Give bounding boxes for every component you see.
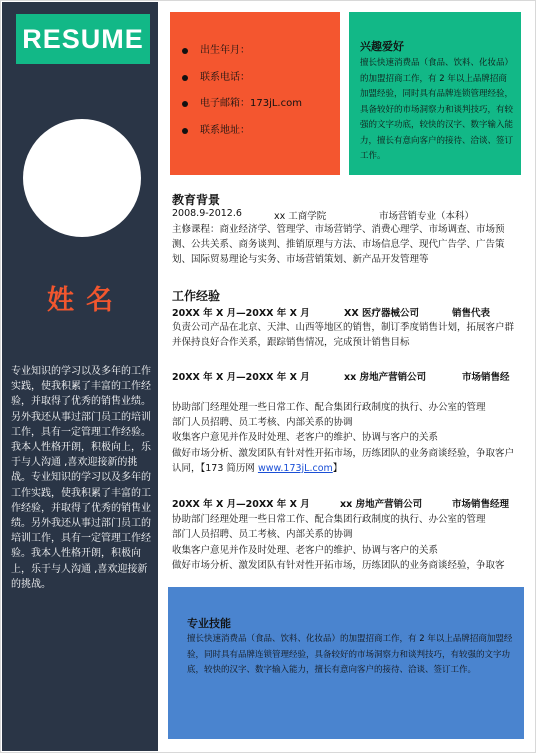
address-item: 联系地址： (180, 124, 302, 151)
job-period: 20XX 年 X 月—20XX 年 X 月 (172, 372, 310, 383)
education-title: 教育背景 (172, 193, 221, 207)
email-item: 电子邮箱：173jL.com (180, 97, 302, 124)
hobby-title: 兴趣爱好 (360, 40, 404, 53)
job-line: 协助部门经理处理一些日常工作、配合集团行政制度的执行、办公室的管理 (172, 402, 486, 413)
experience-title: 工作经验 (172, 289, 221, 303)
job-header (172, 305, 524, 319)
skills-text: 擅长快速消费品（食品、饮料、化妆品）的加盟招商工作，有 2 年以上品牌招商加盟经验，同时具有品牌连锁管理经验，具备较好的市场洞察力和谈判技巧，有较强的文字功底，较快的汉字、数字输入能力，擅长有意向客户的接待、洽谈、签订工作。 (187, 634, 513, 675)
hobby-box (349, 12, 521, 175)
birth-date-item: 出生年月： (180, 44, 302, 71)
sidebar (2, 2, 158, 751)
contact-box (170, 12, 340, 175)
job-period: 20XX 年 X 月—20XX 年 X 月 (172, 308, 310, 319)
avatar (23, 119, 141, 237)
job-line: 部门人员招聘、员工考核、内部关系的协调 (172, 529, 353, 540)
person-name: 姓名 (47, 285, 125, 316)
job-header (172, 496, 524, 510)
job-company: xx 房地产营销公司 (340, 499, 423, 510)
job-description: 负责公司产品在北京、天津、山西等地区的销售，制订季度销售计划，拓展客户群并保持良好合作关系，跟踪销售情况，完成预计销售目标 (172, 322, 515, 348)
job-company: xx 房地产营销公司 (344, 372, 427, 383)
job-line-with-link (172, 446, 522, 476)
education-major: 市场营销专业（本科） (379, 211, 475, 222)
contact-list (180, 44, 302, 150)
skills-box (168, 587, 524, 739)
resume-badge: RESUME (16, 14, 150, 64)
self-introduction: 专业知识的学习以及多年的工作实践，使我积累了丰富的工作经验，并取得了优秀的销售业绩。另外我还从事过部门员工的培训工作，具有一定管理工作经验。我本人性格开朗，积极向上，乐于与人沟通 ,喜欢迎接新的挑战。专业知识的学习以及多年的工作实践，使我积累了丰富的工作经验，并取得了优秀的销售业绩。另外我还从事过部门员工的培训工作，具有一定管理工作经验。我本人性格开朗，积极向上，乐于与人沟通 ,喜欢迎接新的挑战。 (11, 366, 151, 590)
job-line-text: 做好市场分析、激发团队有针对性开拓市场，历练团队的业务商谈经验，争取客户认同，【173 简历网 (172, 448, 515, 474)
education-period: 2008.9-2012.6 (172, 208, 242, 219)
website-link[interactable]: www.173jL.com (257, 463, 333, 474)
job-line: 收集客户意见并作及时处理、老客户的维护、协调与客户的关系 (172, 432, 439, 443)
skills-title: 专业技能 (187, 617, 231, 630)
job-line: 收集客户意见并作及时处理、老客户的维护、协调与客户的关系 (172, 545, 439, 556)
education-school: xx 工商学院 (274, 211, 327, 222)
job-role: 市场销售经理 (452, 499, 510, 510)
bracket-close: 】 (332, 463, 343, 474)
phone-item: 联系电话： (180, 71, 302, 98)
job-header (172, 369, 524, 383)
education-row (172, 208, 522, 222)
job-line: 协助部门经理处理一些日常工作、配合集团行政制度的执行、办公室的管理 (172, 514, 486, 525)
job-line: 做好市场分析、激发团队有针对性开拓市场，历练团队的业务商谈经验，争取客 (172, 560, 505, 571)
job-company: XX 医疗器械公司 (344, 308, 419, 319)
job-line: 部门人员招聘、员工考核、内部关系的协调 (172, 417, 353, 428)
education-courses: 主修课程：商业经济学、管理学、市场营销学、消费心理学、市场调查、市场预测、公共关系、商务谈判、推销原理与方法、市场信息学、现代广告学、广告策划、国际贸易理论与实务、市场营销策划、新产品开发管理等 (172, 224, 505, 265)
job-role: 市场销售经 (462, 372, 510, 383)
job-period: 20XX 年 X 月—20XX 年 X 月 (172, 499, 310, 510)
job-role: 销售代表 (452, 308, 491, 319)
hobby-text: 擅长快速消费品（食品、饮料、化妆品）的加盟招商工作，有 2 年以上品牌招商加盟经验，同时具有品牌连锁管理经验，具备较好的市场洞察力和谈判技巧，有较强的文字功底，较快的汉字、数字输入能力，擅长有意向客户的接待、洽谈、签订工作。 (360, 58, 514, 161)
